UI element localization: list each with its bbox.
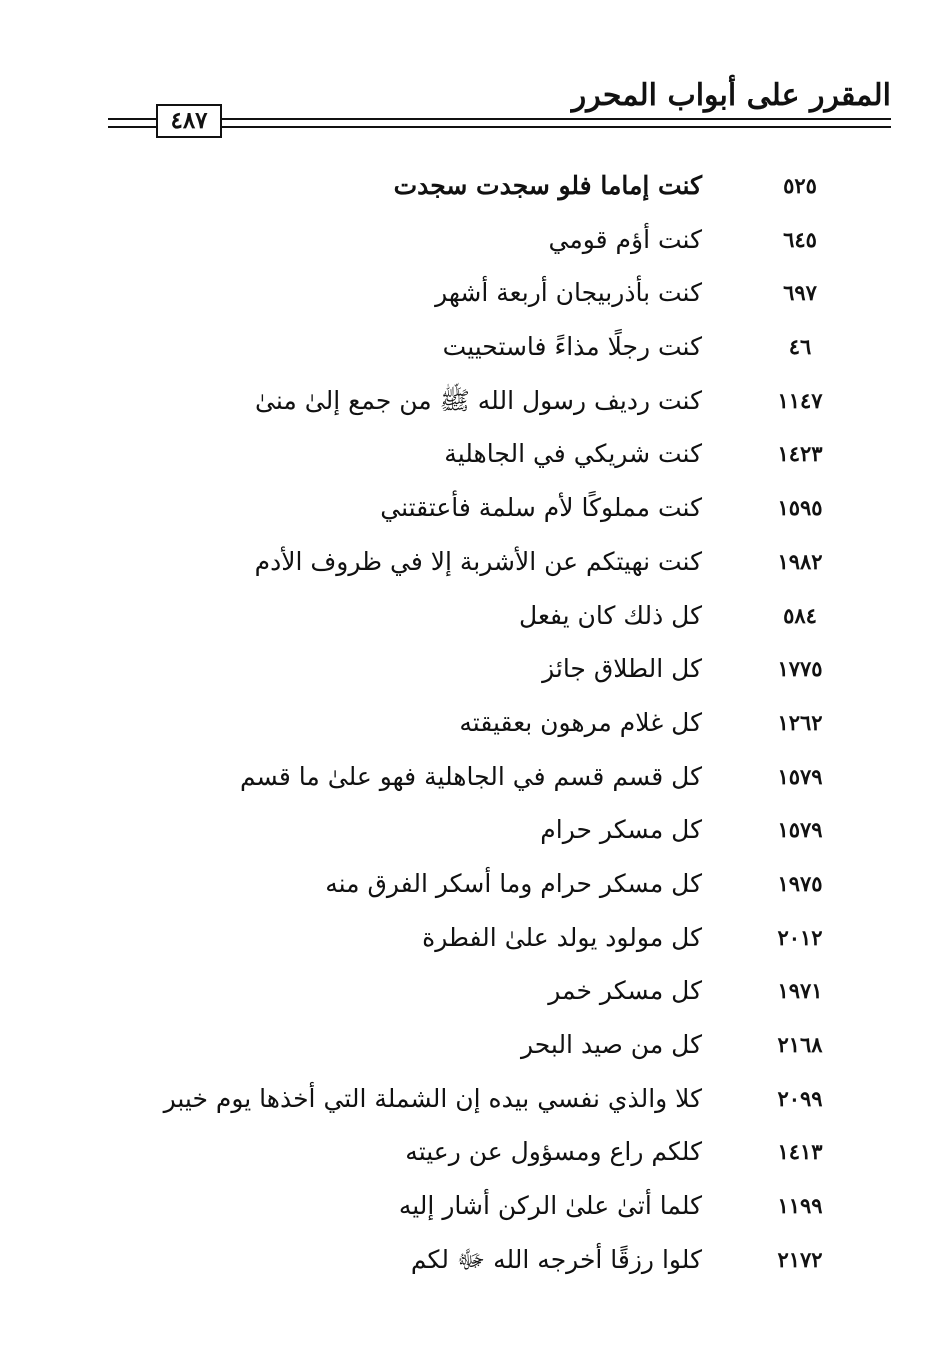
- index-entry: [0, 214, 939, 268]
- hadith-number: ٥٢٥: [783, 173, 817, 198]
- hadith-text: كنت إماما فلو سجدت سجدت: [393, 171, 702, 200]
- hadith-number: ٢٠١٢: [777, 924, 823, 950]
- hadith-number: ١٧٧٥: [777, 656, 823, 682]
- index-entry: [0, 1019, 939, 1073]
- hadith-text: كل ذلك كان يفعل: [519, 600, 702, 630]
- hadith-number: ١٥٧٩: [777, 763, 823, 789]
- hadith-number: ١٤٢٣: [777, 441, 823, 467]
- index-entry: [0, 536, 939, 590]
- index-entry: [0, 321, 939, 375]
- index-entry: [0, 375, 939, 429]
- hadith-text: كنت شريكي في الجاهلية: [444, 439, 702, 469]
- hadith-number: ١٢٦٢: [777, 709, 823, 735]
- hadith-text: كل مولود يولد علىٰ الفطرة: [422, 922, 702, 952]
- index-entry: [0, 965, 939, 1019]
- hadith-number: ٢٠٩٩: [777, 1085, 823, 1111]
- index-entry: [0, 428, 939, 482]
- index-entry: [0, 267, 939, 321]
- index-entry: [0, 1073, 939, 1127]
- hadith-number: ٤٦: [788, 334, 812, 360]
- hadith-number: ١٥٩٥: [777, 495, 823, 521]
- index-entry: [0, 1126, 939, 1180]
- hadith-number: ٦٤٥: [783, 226, 817, 252]
- index-entry: [0, 751, 939, 805]
- hadith-text: كل من صيد البحر: [520, 1030, 702, 1059]
- hadith-number: ٢١٧٢: [777, 1246, 823, 1272]
- hadith-text: كلا والذي نفسي بيده إن الشملة التي أخذها يوم خيبر: [163, 1083, 702, 1113]
- hadith-text: كلما أتىٰ علىٰ الركن أشار إليه: [398, 1191, 702, 1221]
- hadith-number: ١١٤٧: [777, 387, 823, 413]
- index-entry: [0, 1180, 939, 1234]
- index-entry: [0, 804, 939, 858]
- header-rule-bottom: [108, 126, 891, 128]
- hadith-text: كنت مملوكًا لأم سلمة فأعتقتني: [380, 493, 702, 523]
- hadith-text: كنت أؤم قومي: [548, 224, 702, 254]
- hadith-number: ٢١٦٨: [777, 1032, 823, 1057]
- hadith-text: كلكم راع ومسؤول عن رعيته: [405, 1137, 702, 1167]
- index-entry: [0, 643, 939, 697]
- running-header-title: المقرر على أبواب المحرر: [571, 78, 891, 113]
- hadith-number: ١٩٧٥: [777, 870, 823, 896]
- hadith-number: ٦٩٧: [783, 280, 817, 306]
- hadith-text: كل الطلاق جائز: [542, 654, 702, 684]
- header-rule-top: [108, 118, 891, 120]
- index-entry: [0, 1234, 939, 1288]
- hadith-number: ١٩٧١: [777, 978, 823, 1004]
- hadith-text: كل مسكر خمر: [548, 976, 702, 1006]
- index-entry: [0, 697, 939, 751]
- hadith-text: كل مسكر حرام: [540, 815, 702, 845]
- page-number: ٤٨٧: [156, 104, 222, 138]
- index-entry: [0, 590, 939, 644]
- hadith-text: كل مسكر حرام وما أسكر الفرق منه: [325, 868, 702, 898]
- hadith-text: كل غلام مرهون بعقيقته: [459, 707, 702, 737]
- hadith-number: ٥٨٤: [783, 602, 817, 628]
- index-entry-list: [0, 160, 939, 1287]
- hadith-text: كنت رديف رسول الله ﷺ من جمع إلىٰ منىٰ: [255, 385, 702, 415]
- hadith-number: ١١٩٩: [777, 1193, 823, 1219]
- hadith-text: كلوا رزقًا أخرجه الله ﷻ لكم: [410, 1244, 702, 1274]
- hadith-number: ١٤١٣: [777, 1139, 823, 1165]
- index-entry: [0, 482, 939, 536]
- hadith-text: كنت رجلًا مذاءً فاستحييت: [442, 332, 702, 362]
- hadith-number: ١٩٨٢: [777, 548, 823, 574]
- hadith-number: ١٥٧٩: [777, 817, 823, 843]
- index-entry: [0, 160, 939, 214]
- index-entry: [0, 858, 939, 912]
- index-entry: [0, 912, 939, 966]
- hadith-text: كنت بأذربيجان أربعة أشهر: [435, 278, 702, 308]
- hadith-text: كل قسم قسم في الجاهلية فهو علىٰ ما قسم: [239, 761, 702, 791]
- hadith-text: كنت نهيتكم عن الأشربة إلا في ظروف الأدم: [254, 546, 702, 576]
